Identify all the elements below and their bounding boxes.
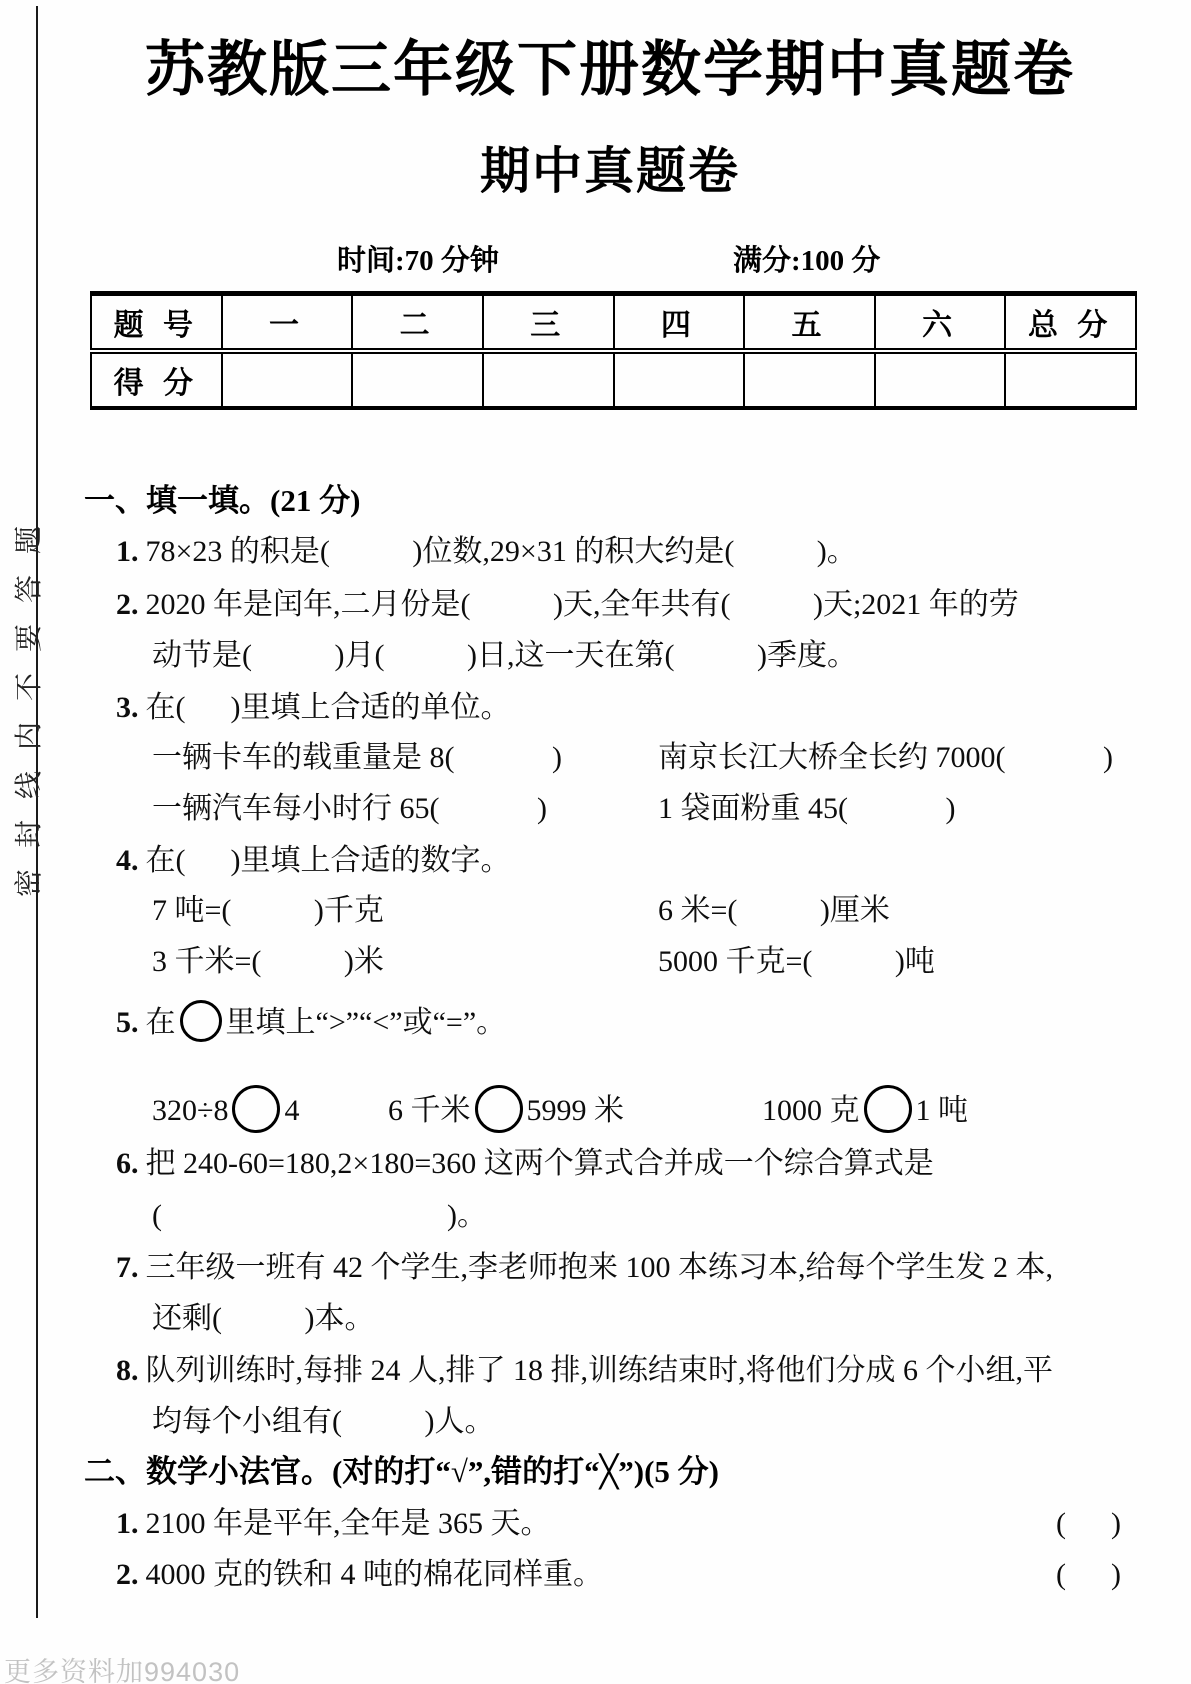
question-line	[116, 844, 510, 878]
score-cell	[1005, 351, 1136, 408]
question-line	[116, 1147, 934, 1181]
score-table-header-cell: 总 分	[1005, 294, 1136, 352]
question-line	[116, 1558, 603, 1592]
answer-blank: ( )	[1056, 1558, 1121, 1591]
question-text: 里填上“>”“<”或“=”。	[225, 1006, 507, 1039]
question-subitem: 1 袋面粉重 45( )	[658, 792, 956, 825]
score-row-label: 得 分	[91, 351, 222, 408]
score-table-score-row	[91, 351, 1136, 408]
question-text: 在( )里填上合适的单位。	[145, 691, 511, 724]
question-line	[116, 588, 1019, 622]
score-cell	[614, 351, 745, 408]
question-number: 6.	[116, 1147, 139, 1180]
question-line	[116, 1354, 1053, 1388]
question-number: 2.	[116, 1558, 139, 1591]
comparison-left: 1000 克	[762, 1094, 860, 1127]
score-table-header-cell: 一	[222, 294, 353, 352]
question-text: 2100 年是平年,全年是 365 天。	[145, 1507, 551, 1540]
question-number: 2.	[116, 588, 139, 621]
full-score-label: 满分:100 分	[733, 245, 881, 277]
score-cell	[222, 351, 353, 408]
comparison-circle	[864, 1085, 912, 1133]
question-subitem: 一辆汽车每小时行 65( )	[152, 792, 547, 825]
score-table-header-cell: 四	[614, 294, 745, 352]
page-title: 苏教版三年级下册数学期中真题卷	[145, 36, 1075, 103]
question-number: 4.	[116, 844, 139, 877]
question-subitem: 南京长江大桥全长约 7000( )	[658, 741, 1113, 774]
question-number: 3.	[116, 691, 139, 724]
watermark-text: 更多资料加994030	[4, 1657, 241, 1684]
question-line	[116, 1251, 1053, 1285]
question-line	[116, 691, 510, 725]
question-subitem: 7 吨=( )千克	[152, 894, 384, 927]
question-text: 在( )里填上合适的数字。	[145, 844, 511, 877]
score-table-header-row	[91, 294, 1136, 352]
comparison-circle	[232, 1085, 280, 1133]
score-table-header-cell: 二	[352, 294, 483, 352]
score-table-header-cell: 五	[744, 294, 875, 352]
question-number: 8.	[116, 1354, 139, 1387]
score-table	[90, 291, 1137, 410]
score-table-header-cell: 三	[483, 294, 614, 352]
score-cell	[483, 351, 614, 408]
question-text: 把 240-60=180,2×180=360 这两个算式合并成一个综合算式是	[145, 1147, 934, 1180]
header	[36, 0, 1184, 198]
comparison-left: 6 千米	[388, 1094, 471, 1127]
score-table-header-cell: 题 号	[91, 294, 222, 352]
question-number: 7.	[116, 1251, 139, 1284]
seal-text: 密封线内不要答题	[14, 505, 45, 898]
page-subtitle: 期中真题卷	[480, 143, 740, 199]
question-subitem: 3 千米=( )米	[152, 945, 384, 978]
question-text: 动节是( )月( )日,这一天在第( )季度。	[152, 639, 857, 672]
answer-blank: ( )	[1056, 1507, 1121, 1540]
score-cell	[352, 351, 483, 408]
section2-heading-note: (对的打“√”,错的打“╳”)(5 分)	[332, 1454, 719, 1489]
question-text: 78×23 的积是( )位数,29×31 的积大约是( )。	[145, 535, 857, 568]
answer-blank: ( )。	[152, 1199, 487, 1232]
section2-heading-label: 二、数学小法官。	[84, 1454, 332, 1489]
comparison-circle	[475, 1085, 523, 1133]
question-number: 5.	[116, 1006, 139, 1039]
question-line	[116, 535, 857, 569]
time-label: 时间:70 分钟	[337, 245, 499, 277]
question-text: 4000 克的铁和 4 吨的棉花同样重。	[145, 1558, 603, 1591]
question-line	[152, 639, 857, 673]
question-subitem: 一辆卡车的载重量是 8( )	[152, 741, 562, 774]
question-text: 2020 年是闰年,二月份是( )天,全年共有( )天;2021 年的劳	[145, 588, 1019, 621]
section2-heading	[84, 1455, 719, 1490]
question-number: 1.	[116, 535, 139, 568]
score-cell	[875, 351, 1006, 408]
comparison-circle	[180, 1000, 222, 1042]
comparison-left: 320÷8	[152, 1094, 229, 1127]
question-line	[116, 1507, 551, 1541]
question-line: 均每个小组有( )人。	[152, 1405, 495, 1438]
question-subitem: 5000 千克=( )吨	[658, 945, 935, 978]
section1-heading: 一、填一填。(21 分)	[84, 483, 361, 518]
question-text: 在	[145, 1006, 176, 1039]
comparison-item	[388, 1085, 624, 1133]
question-number: 1.	[116, 1507, 139, 1540]
score-table-header-cell: 六	[875, 294, 1006, 352]
comparison-item	[152, 1085, 299, 1133]
score-cell	[744, 351, 875, 408]
question-text: 三年级一班有 42 个学生,李老师抱来 100 本练习本,给每个学生发 2 本,	[145, 1251, 1053, 1284]
question-line: 还剩( )本。	[152, 1302, 375, 1335]
comparison-right: 1 吨	[915, 1094, 968, 1127]
comparison-right: 4	[284, 1094, 300, 1127]
comparison-item	[762, 1085, 968, 1133]
question-text: 队列训练时,每排 24 人,排了 18 排,训练结束时,将他们分成 6 个小组,平	[145, 1354, 1053, 1387]
comparison-right: 5999 米	[526, 1094, 624, 1127]
question-subitem: 6 米=( )厘米	[658, 894, 890, 927]
question-line	[116, 1000, 506, 1042]
